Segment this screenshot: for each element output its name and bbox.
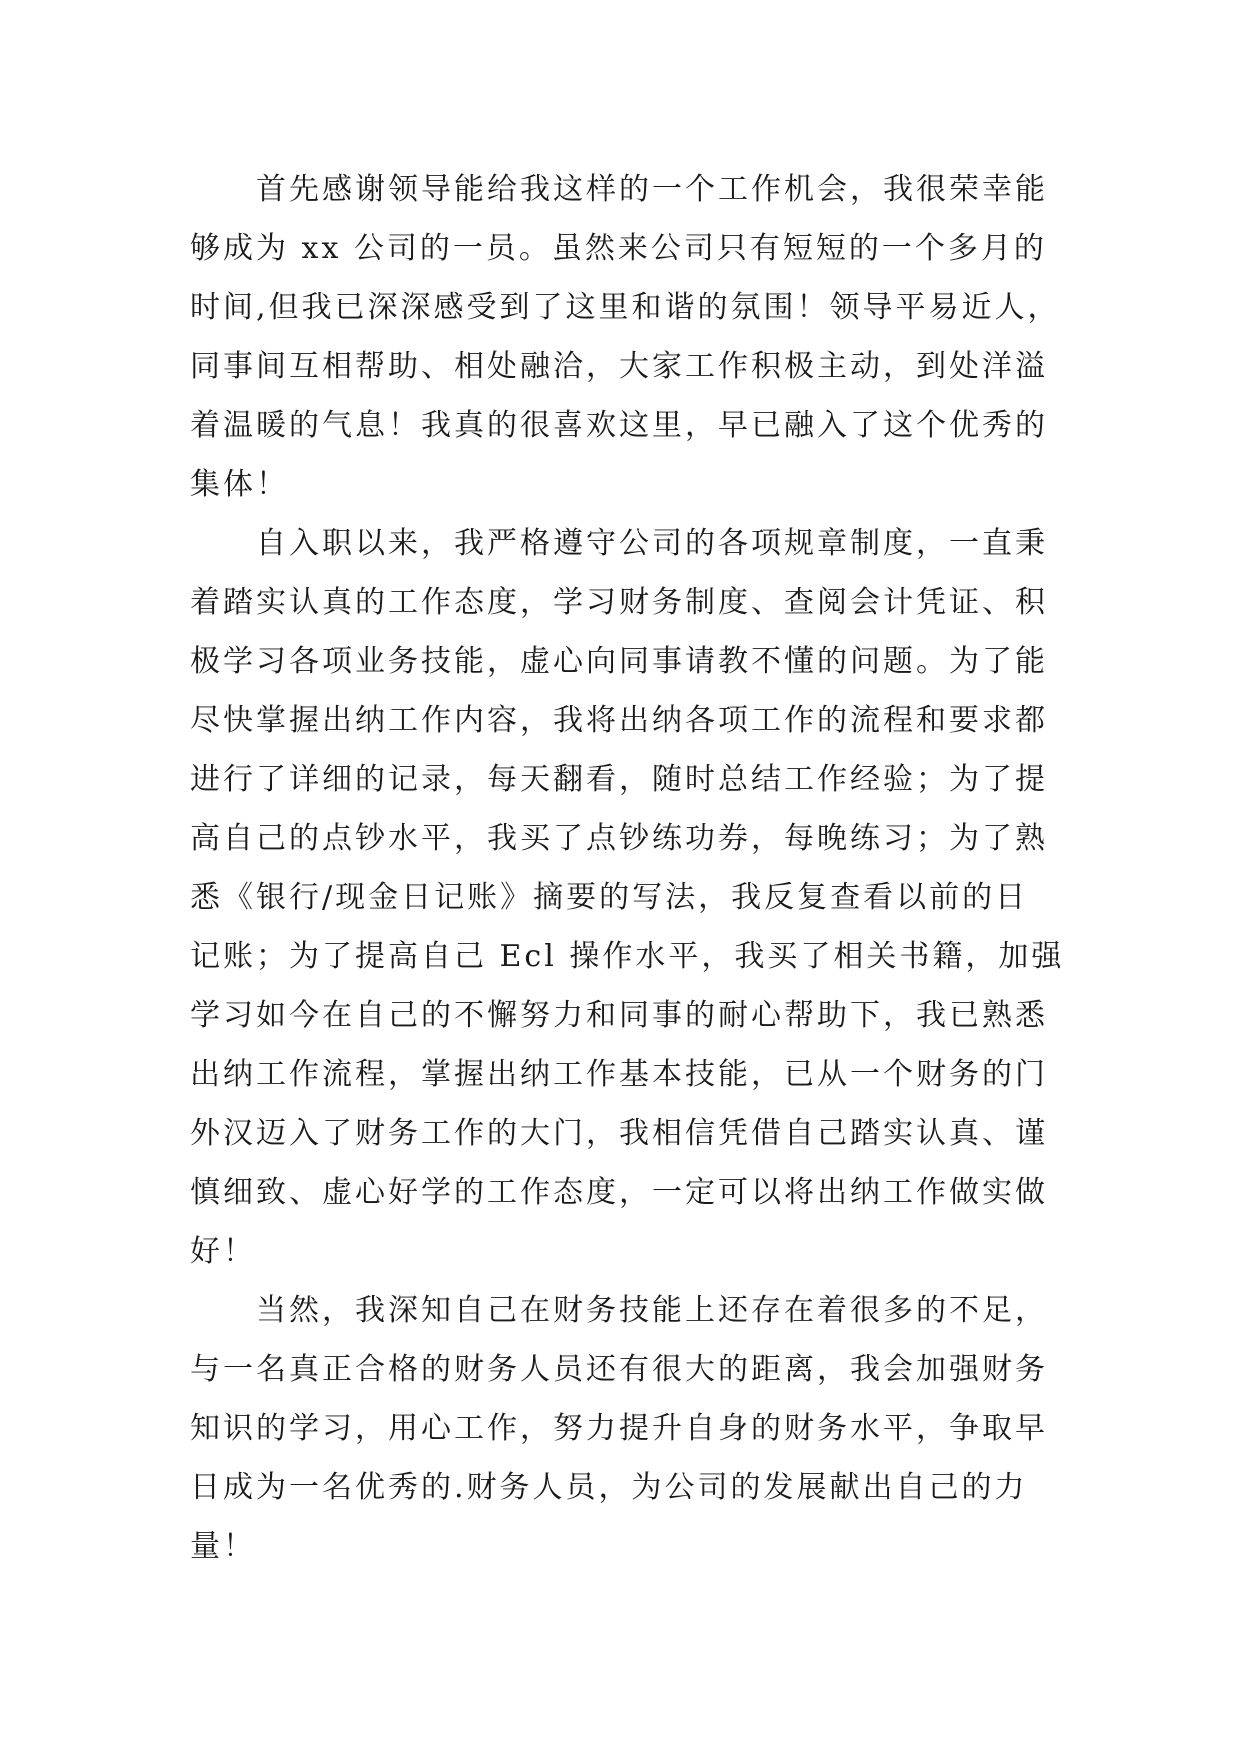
paragraph-work-review: [190, 514, 1070, 1281]
text-line: 记账；为了提高自己 Ecl 操作水平，我买了相关书籍，加强: [190, 939, 1065, 974]
text-line: 时间,但我已深深感受到了这里和谐的氛围！领导平易近人，: [190, 290, 1061, 325]
text-line: 进行了详细的记录，每天翻看，随时总结工作经验；为了提: [190, 762, 1048, 797]
text-line: 日成为一名优秀的.财务人员，为公司的发展献出自己的力: [190, 1470, 1028, 1505]
text-line: 出纳工作流程，掌握出纳工作基本技能，已从一个财务的门: [190, 1057, 1048, 1092]
text-line: 高自己的点钞水平，我买了点钞练功券，每晚练习；为了熟: [190, 821, 1048, 856]
text-line: 与一名真正合格的财务人员还有很大的距离，我会加强财务: [190, 1352, 1048, 1387]
text-line: 悉《银行/现金日记账》摘要的写法，我反复查看以前的日: [190, 880, 1029, 915]
text-line: 极学习各项业务技能，虚心向同事请教不懂的问题。为了能: [190, 644, 1048, 679]
text-line: 外汉迈入了财务工作的大门，我相信凭借自己踏实认真、谨: [190, 1116, 1048, 1151]
text-line: 量！: [190, 1529, 256, 1564]
text-line: 着踏实认真的工作态度，学习财务制度、查阅会计凭证、积: [190, 585, 1048, 620]
paragraph-gratitude: [190, 160, 1070, 514]
text-line: 够成为 xx 公司的一员。虽然来公司只有短短的一个多月的: [190, 231, 1047, 266]
text-line: 好！: [190, 1234, 256, 1269]
text-line: 集体！: [190, 467, 289, 502]
text-line: 尽快掌握出纳工作内容，我将出纳各项工作的流程和要求都: [190, 703, 1048, 738]
document-body: [190, 160, 1070, 1576]
text-line: 学习如今在自己的不懈努力和同事的耐心帮助下，我已熟悉: [190, 998, 1048, 1033]
paragraph-future-plan: [190, 1281, 1070, 1576]
text-line: 同事间互相帮助、相处融洽，大家工作积极主动，到处洋溢: [190, 349, 1048, 384]
text-line: 首先感谢领导能给我这样的一个工作机会，我很荣幸能: [256, 172, 1048, 207]
text-line: 自入职以来，我严格遵守公司的各项规章制度，一直秉: [256, 526, 1048, 561]
text-line: 着温暖的气息！我真的很喜欢这里，早已融入了这个优秀的: [190, 408, 1048, 443]
text-line: 知识的学习，用心工作，努力提升自身的财务水平，争取早: [190, 1411, 1048, 1446]
text-line: 当然，我深知自己在财务技能上还存在着很多的不足，: [256, 1293, 1048, 1328]
text-line: 慎细致、虚心好学的工作态度，一定可以将出纳工作做实做: [190, 1175, 1048, 1210]
